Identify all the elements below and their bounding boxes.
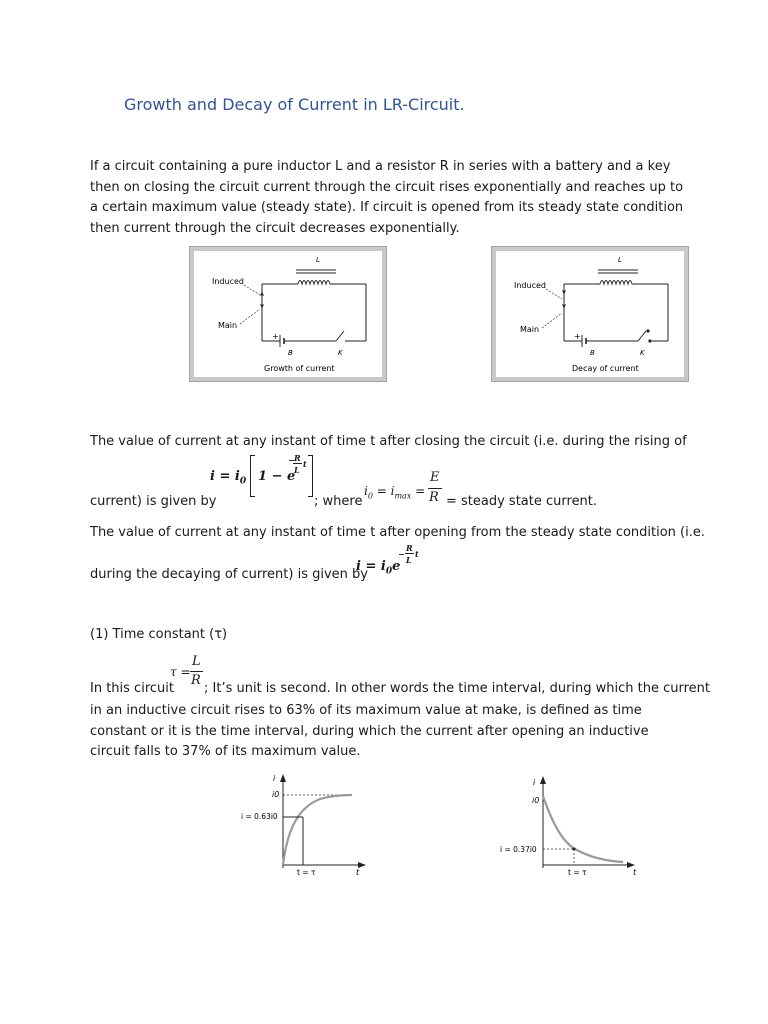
decay-inductor-coil [600, 281, 632, 285]
decay-equation: $i = i_0e$ − R L t [356, 543, 419, 577]
decay-induced-label: Induced [514, 281, 546, 290]
time-constant-lead: In this circuit [90, 681, 174, 696]
growth-circuit-diagram [190, 247, 386, 381]
growth-key-label: K [338, 349, 343, 357]
decay-graph [497, 770, 647, 882]
steady-state-text: = steady state current. [446, 494, 598, 509]
intro-paragraph: If a circuit containing a pure inductor L and a resistor R in series with a battery and a key then on closing the circuit current through the circuit rises exponentially and reaches up to a certain maximum value (steady state). If circuit is opened from its steady state condition then current through the circuit decreases exponentially. [90, 159, 684, 236]
growth-curve [283, 795, 352, 865]
steady-state-equation: $i_0 = i_{max}$ = E R [364, 470, 444, 510]
growth-main-label: Main [218, 321, 238, 330]
growth-plus-label: + [272, 332, 279, 341]
growth-text-1: The value of current at any instant of time t after closing the circuit (i.e. during the rising of [90, 434, 687, 449]
decay-text-2: during the decaying of current) is given by [90, 567, 368, 582]
decay-i0-label: i0 [532, 796, 540, 805]
growth-battery-label: B [288, 349, 293, 357]
growth-inductor-coil [298, 281, 330, 285]
growth-mark-label: i = 0.63i0 [241, 812, 278, 821]
decay-plus-label: + [574, 332, 581, 341]
decay-battery-label: B [590, 349, 595, 357]
decay-caption: Decay of current [572, 364, 639, 373]
decay-mark-label: i = 0.37i0 [500, 845, 537, 854]
time-constant-heading: (1) Time constant (τ) [90, 627, 228, 642]
decay-text-1: The value of current at any instant of time t after opening from the steady state condition (i.e. [90, 525, 705, 540]
decay-t-mark: t = τ [568, 868, 587, 877]
decay-inductor-label: L [618, 256, 622, 264]
growth-equation: $i = i_0$ 1 − e − R L t [210, 453, 318, 503]
decay-y-axis-label: i [533, 778, 536, 787]
decay-x-axis-label: t [633, 868, 637, 877]
growth-induced-label: Induced [212, 277, 244, 286]
decay-circuit-diagram [492, 247, 688, 381]
growth-caption: Growth of current [264, 364, 335, 373]
growth-where: ; where [314, 494, 363, 509]
time-constant-unit: ; It’s unit is second. In other words the time interval, during which the current [204, 681, 711, 696]
time-constant-paragraph: in an inductive circuit rises to 63% of its maximum value at make, is defined as time constant or it is the time interval, during which the current after opening an inductive circuit falls to 37% of its maximum value. [90, 703, 649, 759]
growth-y-axis-label: i [273, 774, 276, 783]
decay-curve [543, 796, 623, 862]
page-title: Growth and Decay of Current in LR-Circuit. [124, 95, 465, 114]
growth-t-mark: t = τ [297, 868, 316, 877]
decay-key-label: K [640, 349, 645, 357]
growth-x-axis-label: t [356, 868, 360, 877]
growth-graph [230, 768, 380, 880]
time-constant-equation: τ = L R [170, 654, 210, 694]
growth-inductor-label: L [316, 256, 320, 264]
growth-i0-label: i0 [272, 790, 280, 799]
growth-text-2: current) is given by [90, 494, 217, 509]
decay-main-label: Main [520, 325, 540, 334]
